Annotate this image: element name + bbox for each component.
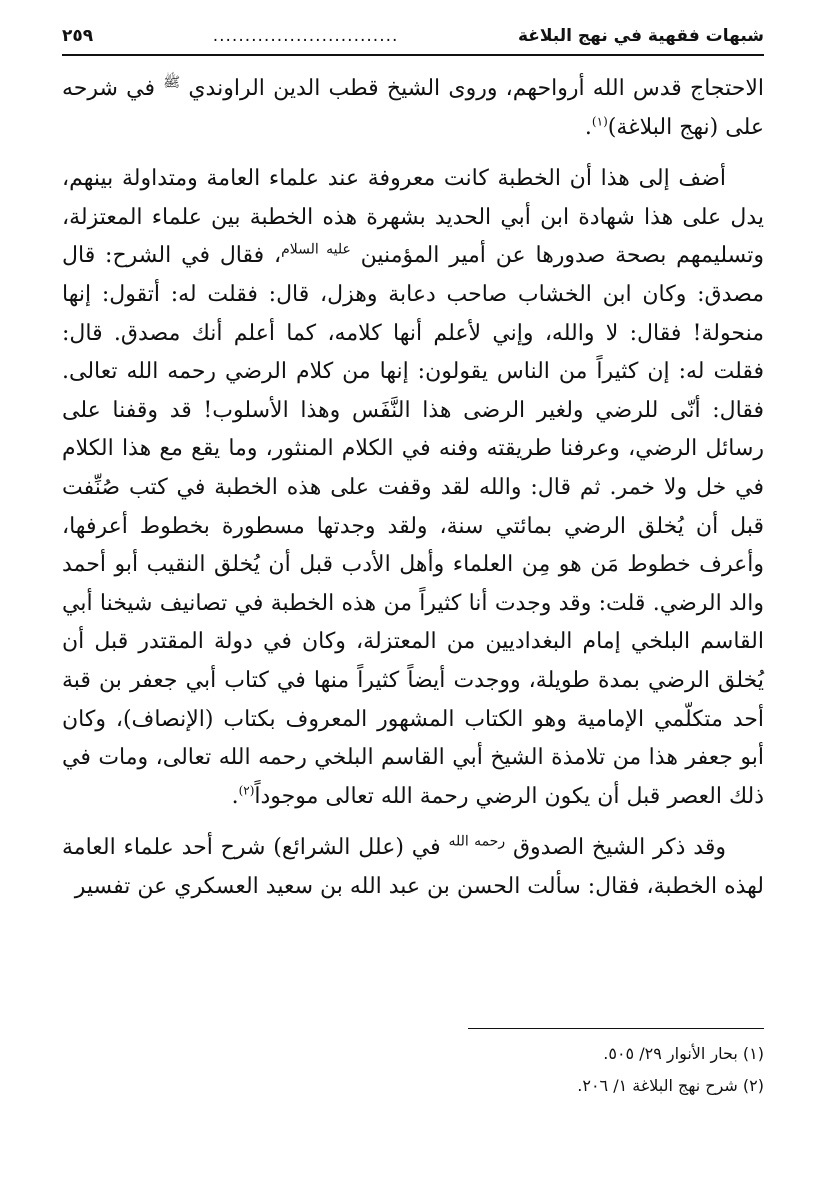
text-run: . [231,783,239,809]
paragraph [62,160,764,816]
text-run: ، فقال في الشرح: قال مصدق: وكان ابن الخشاب صاحب دعابة وهزل، قال: فقلت له: أتقول: إنها منحولة! فقال: لا والله، وإني لأعلم أنها كلامه، كما أعلم أنك مصدق. قال: فقلت له: إن كثيراً من الناس يقولون: إنها من كلام الرضي رحمه الله تعالى. فقال: أنّى للرضي ولغير الرضى هذا النَّفَس وهذا الأسلوب! قد وقفنا على رسائل الرضي، وعرفنا طريقته وفنه في الكلام المنثور، وما يقع مع هذا الكلام في خل ولا خمر. ثم قال: والله لقد وقفت على هذه الخطبة في كتب صُنِّفت قبل أن يُخلق الرضي بمائتي سنة، ولقد وجدتها مسطورة بخطوط أعرفها، وأعرف خطوط مَن هو مِن العلماء وأهل الأدب قبل أن يُخلق النقيب أبو أحمد والد الرضي. قلت: وقد وجدت أنا كثيراً من هذه الخطبة في تصانيف شيخنا أبي القاسم البلخي إمام البغداديين من المعتزلة، وكان في دولة المقتدر قبل أن يُخلق الرضي بمدة طويلة، ووجدت أيضاً كثيراً منها في كتاب أبي جعفر بن قبة أحد متكلّمي الإمامية وهو الكتاب المشهور المعروف بكتاب (الإنصاف)، وكان أبو جعفر هذا من تلامذة الشيخ أبي القاسم البلخي رحمه الله تعالى، ومات في ذلك العصر قبل أن يكون الرضي رحمة الله تعالى موجوداً [62,243,764,809]
text-run: وقد ذكر الشيخ الصدوق [505,835,726,861]
footnotes [62,1038,764,1102]
footnote-marker: (٢) [238,783,255,798]
text-run: أضف إلى هذا أن الخطبة كانت معروفة عند علماء العامة ومتداولة بينهم، يدل على هذا شهادة ابن أبي الحديد بشهرة هذه الخطبة بين علماء المعتزلة، وتسليمهم بصحة صدورها عن أمير المؤمنين [62,166,764,269]
honorific-glyph: عليه السلام [281,242,351,259]
footnote-1: (١) بحار الأنوار ٢٩/ ٥٠٥. [603,1044,764,1063]
header-rule [62,54,764,56]
text-run: الاحتجاج قدس الله أرواحهم، وروى الشيخ قطب الدين الراوندي [180,76,764,101]
header-leader-dots: ............................. [212,26,399,46]
text-run: في شرحه على (نهج البلاغة) [62,76,764,140]
footnote-marker: (١) [591,114,608,129]
paragraph [62,829,764,906]
paragraph [62,70,764,147]
text-run: في (علل الشرائع) شرح أحد علماء العامة لهذه الخطبة، فقال: سألت الحسن بن عبد الله بن سعيد العسكري عن تفسير [62,835,764,899]
honorific-glyph: ﷺ [163,74,181,91]
footnote-separator [468,1028,764,1029]
text-run: . [584,114,592,140]
running-header [62,26,764,46]
footnote-2: (٢) شرح نهج البلاغة ١/ ٢٠٦. [577,1076,764,1095]
body-text [62,70,764,919]
honorific-glyph: رحمه الله [448,833,506,850]
page-number: ٢٥٩ [62,26,94,46]
header-title: شبهات فقهية في نهج البلاغة [517,26,764,46]
